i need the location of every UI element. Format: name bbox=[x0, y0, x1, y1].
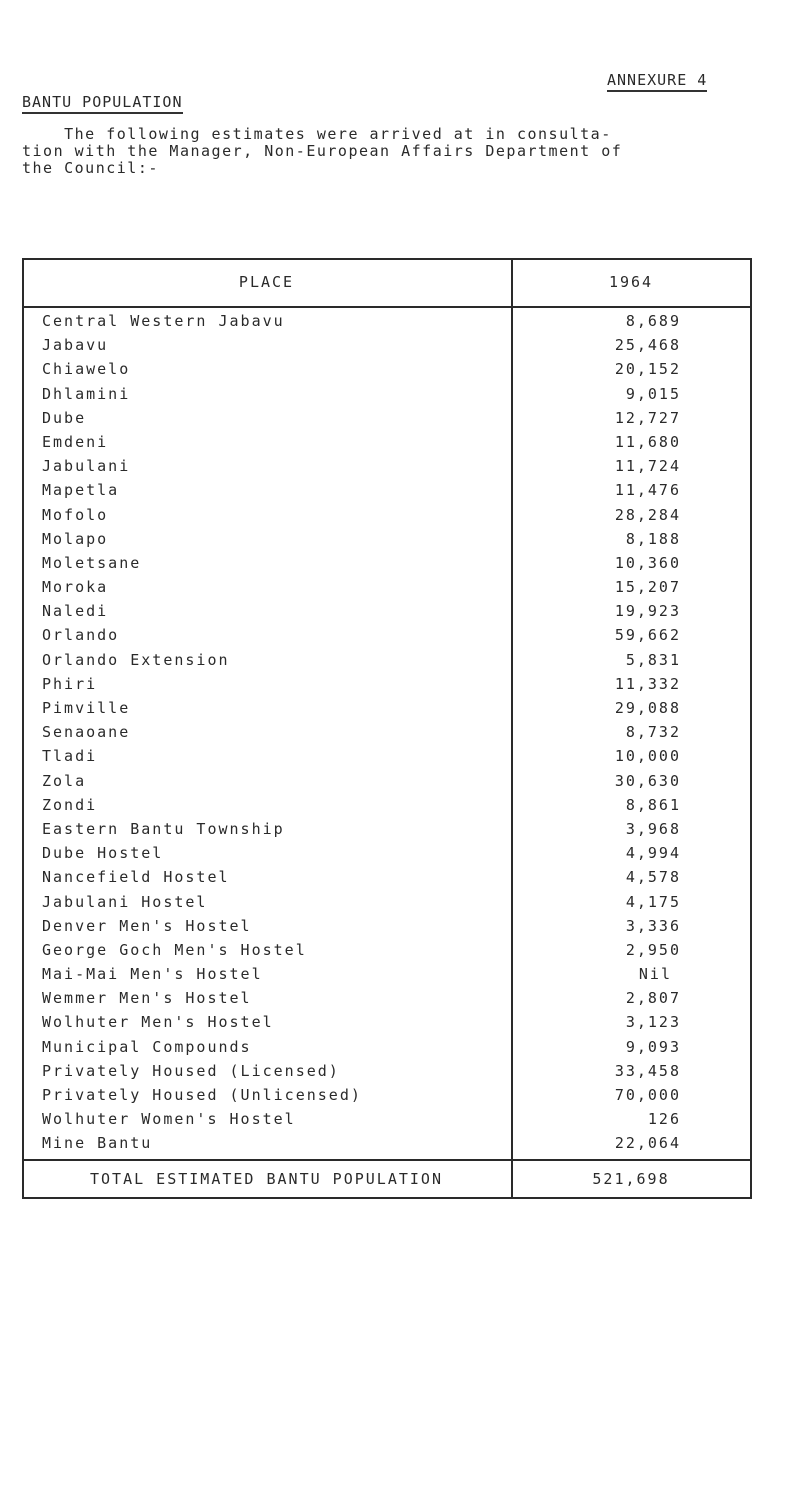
table-row bbox=[22, 550, 752, 574]
row-place: Dube Hostel bbox=[42, 844, 164, 863]
row-value: 22,064 bbox=[614, 1134, 681, 1153]
row-value: 11,332 bbox=[614, 674, 681, 693]
row-value: 33,458 bbox=[614, 1061, 681, 1080]
table-row bbox=[22, 1082, 752, 1106]
table-row bbox=[22, 598, 752, 622]
row-value: 28,284 bbox=[614, 505, 681, 524]
row-place: Orlando bbox=[42, 626, 120, 645]
row-value: 126 bbox=[647, 1110, 681, 1129]
table-row bbox=[22, 1130, 752, 1154]
row-place: Municipal Compounds bbox=[42, 1037, 252, 1056]
table-row bbox=[22, 937, 752, 961]
table-row bbox=[22, 743, 752, 767]
table-row bbox=[22, 792, 752, 816]
table-row bbox=[22, 913, 752, 937]
table-row bbox=[22, 526, 752, 550]
table-row bbox=[22, 647, 752, 671]
total-value: 521,698 bbox=[592, 1170, 670, 1188]
row-place: Jabulani Hostel bbox=[42, 892, 208, 911]
annexure-label: ANNEXURE 4 bbox=[607, 72, 707, 92]
row-value: 5,831 bbox=[625, 650, 681, 669]
row-value: 11,680 bbox=[614, 432, 681, 451]
table-row bbox=[22, 1106, 752, 1130]
row-place: Wolhuter Women's Hostel bbox=[42, 1110, 296, 1129]
column-header-year: 1964 bbox=[608, 273, 654, 291]
row-place: Wolhuter Men's Hostel bbox=[42, 1013, 274, 1032]
row-value: 4,175 bbox=[625, 892, 681, 911]
table-row bbox=[22, 381, 752, 405]
row-place: Chiawelo bbox=[42, 360, 131, 379]
table-row bbox=[22, 864, 752, 888]
row-place: Jabulani bbox=[42, 457, 131, 476]
table-row bbox=[22, 816, 752, 840]
row-value: 59,662 bbox=[614, 626, 681, 645]
table-row bbox=[22, 405, 752, 429]
row-value: 4,578 bbox=[625, 868, 681, 887]
row-place: Tladi bbox=[42, 747, 98, 766]
row-value: 11,724 bbox=[614, 457, 681, 476]
table-row bbox=[22, 695, 752, 719]
row-value: 10,360 bbox=[614, 553, 681, 572]
row-value: 70,000 bbox=[614, 1086, 681, 1104]
row-place: Phiri bbox=[42, 674, 98, 693]
row-place: Privately Housed (Licensed) bbox=[42, 1061, 340, 1080]
row-place: Molapo bbox=[42, 529, 109, 548]
row-place: Dube bbox=[42, 408, 87, 427]
table-row bbox=[22, 985, 752, 1009]
row-value: 2,807 bbox=[625, 989, 681, 1008]
table-row bbox=[22, 768, 752, 792]
row-value: 15,207 bbox=[614, 578, 681, 597]
table-row bbox=[22, 574, 752, 598]
row-value: 3,123 bbox=[625, 1013, 681, 1032]
table-row bbox=[22, 840, 752, 864]
row-place: Wemmer Men's Hostel bbox=[42, 989, 252, 1008]
row-value: 8,732 bbox=[625, 723, 681, 742]
table-row bbox=[22, 332, 752, 356]
row-place: Jabavu bbox=[42, 336, 109, 355]
row-value: 20,152 bbox=[614, 360, 681, 379]
row-value: 4,994 bbox=[625, 844, 681, 863]
row-value: 8,689 bbox=[625, 312, 681, 330]
row-place: Zola bbox=[42, 771, 87, 790]
table-row bbox=[22, 1034, 752, 1058]
table-row bbox=[22, 671, 752, 695]
table-row bbox=[22, 356, 752, 380]
column-header-place: PLACE bbox=[238, 273, 295, 291]
row-value: 9,093 bbox=[625, 1037, 681, 1056]
row-value: 11,476 bbox=[614, 481, 681, 500]
row-value: 2,950 bbox=[625, 940, 681, 959]
row-place: Pimville bbox=[42, 699, 131, 717]
table-row bbox=[22, 502, 752, 526]
intro-paragraph: The following estimates were arrived at in consulta- tion with the Manager, Non-European Affairs Department of the Council:- bbox=[22, 125, 623, 177]
row-place: Zondi bbox=[42, 795, 98, 814]
row-place: Mai-Mai Men's Hostel bbox=[42, 965, 263, 984]
row-value: 25,468 bbox=[614, 336, 681, 355]
document-heading: BANTU POPULATION bbox=[22, 94, 183, 114]
row-place: Naledi bbox=[42, 602, 109, 621]
row-value: 12,727 bbox=[614, 408, 681, 427]
table-row bbox=[22, 453, 752, 477]
population-table bbox=[22, 258, 750, 1199]
row-value: 30,630 bbox=[614, 771, 681, 790]
table-row bbox=[22, 1009, 752, 1033]
row-place: Moletsane bbox=[42, 553, 142, 572]
row-place: Moroka bbox=[42, 578, 109, 597]
row-place: Senaoane bbox=[42, 723, 131, 742]
table-body bbox=[22, 308, 752, 1155]
row-value: 8,188 bbox=[625, 529, 681, 548]
row-value: 19,923 bbox=[614, 602, 681, 621]
row-place: Emdeni bbox=[42, 432, 109, 451]
row-value: 8,861 bbox=[625, 795, 681, 814]
row-place: Central Western Jabavu bbox=[42, 312, 285, 330]
row-value: 3,968 bbox=[625, 819, 681, 838]
row-value: 10,000 bbox=[614, 747, 681, 766]
row-value: 9,015 bbox=[625, 384, 681, 403]
table-row bbox=[22, 429, 752, 453]
table-row bbox=[22, 889, 752, 913]
table-row bbox=[22, 1058, 752, 1082]
table-row bbox=[22, 308, 752, 332]
row-place: Denver Men's Hostel bbox=[42, 916, 252, 935]
row-place: Privately Housed (Unlicensed) bbox=[42, 1086, 362, 1104]
table-row bbox=[22, 961, 752, 985]
row-value: Nil bbox=[638, 965, 672, 984]
table-row bbox=[22, 477, 752, 501]
total-label: TOTAL ESTIMATED BANTU POPULATION bbox=[90, 1170, 443, 1188]
row-place: Nancefield Hostel bbox=[42, 868, 230, 887]
row-place: Dhlamini bbox=[42, 384, 131, 403]
row-place: Mine Bantu bbox=[42, 1134, 153, 1153]
row-value: 29,088 bbox=[614, 699, 681, 717]
table-row bbox=[22, 622, 752, 646]
row-place: Mofolo bbox=[42, 505, 109, 524]
row-value: 3,336 bbox=[625, 916, 681, 935]
table-row bbox=[22, 719, 752, 743]
row-place: George Goch Men's Hostel bbox=[42, 940, 307, 959]
row-place: Orlando Extension bbox=[42, 650, 230, 669]
row-place: Mapetla bbox=[42, 481, 120, 500]
row-place: Eastern Bantu Township bbox=[42, 819, 285, 838]
